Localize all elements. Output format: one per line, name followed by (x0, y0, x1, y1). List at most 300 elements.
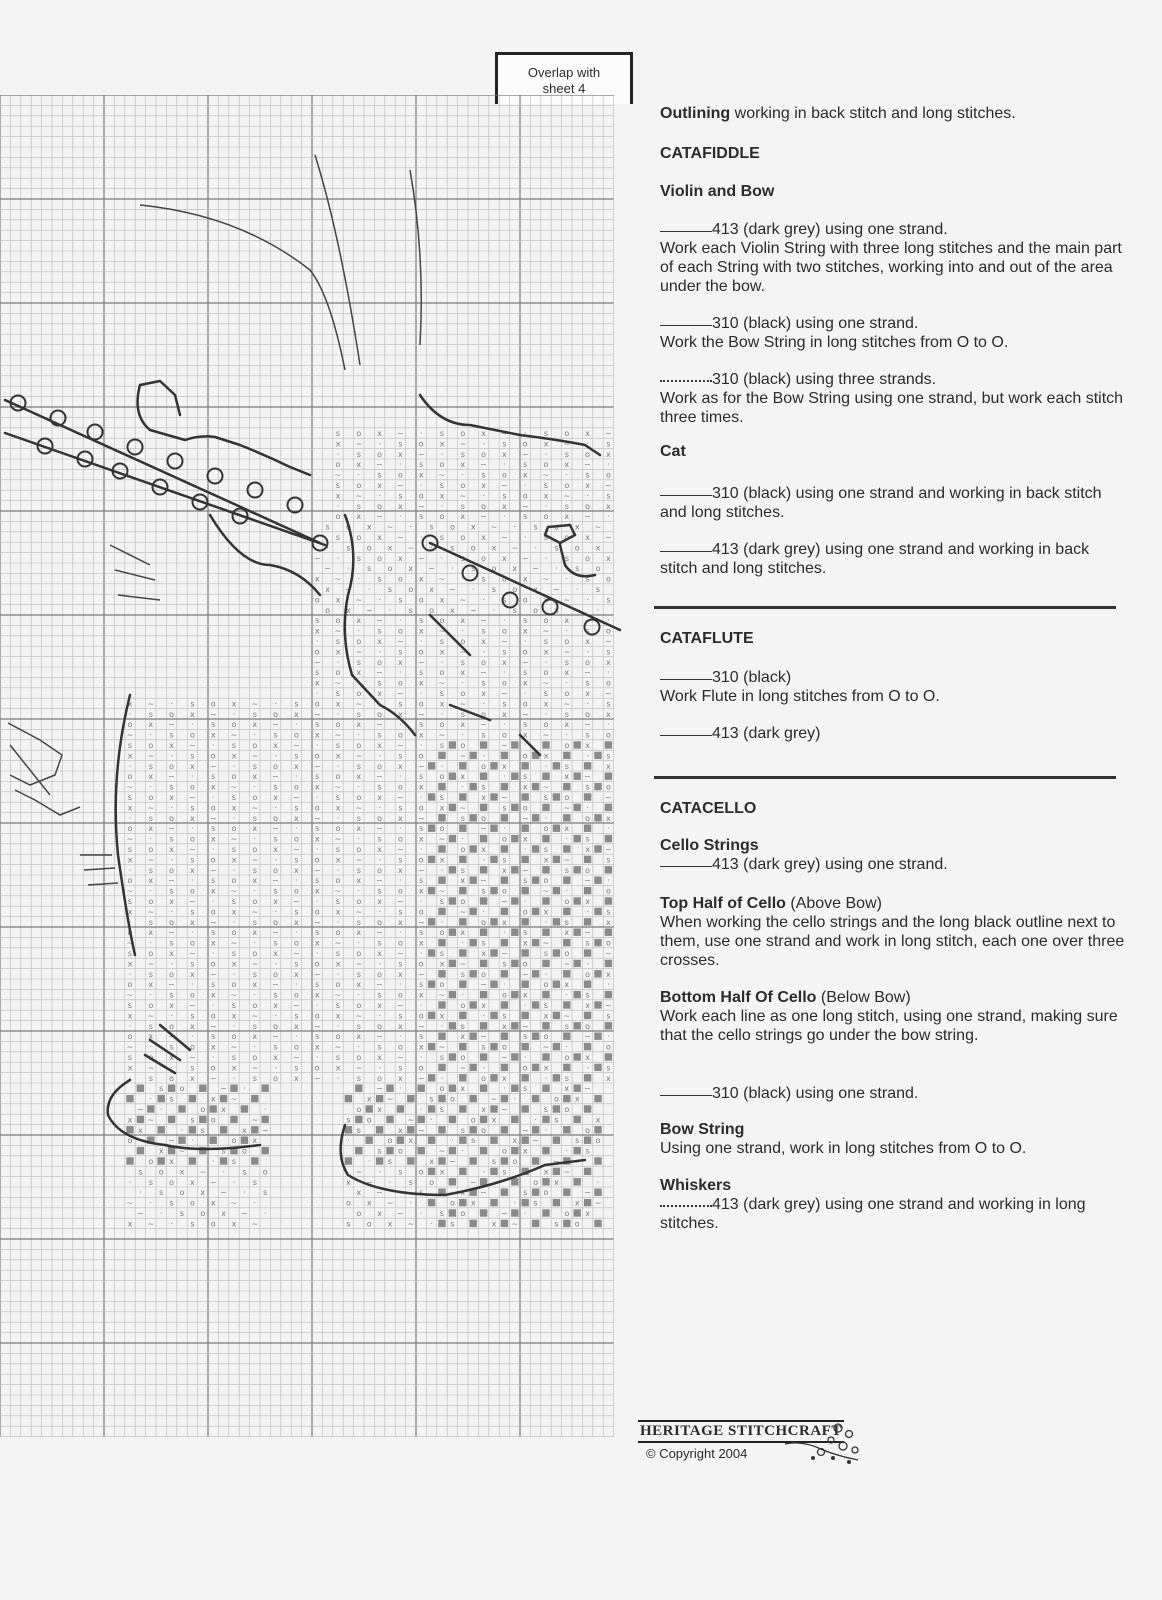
stitch-symbol: · (388, 605, 392, 615)
stitch-symbol: · (315, 1053, 319, 1062)
stitch-symbol (594, 939, 601, 946)
stitch-symbol: ~ (584, 876, 591, 886)
stitch-symbol: · (191, 1032, 194, 1042)
stitch-symbol: ~ (542, 938, 550, 948)
stitch-symbol: ~ (313, 709, 321, 719)
stitch-symbol: x (314, 1042, 320, 1052)
cat-heading: Cat (660, 443, 686, 460)
stitch-symbol: s (190, 959, 195, 969)
stitch-symbol: s (523, 772, 528, 782)
stitch-symbol (126, 1126, 133, 1133)
stitch-symbol: x (273, 1001, 278, 1010)
stitch-symbol (574, 897, 581, 904)
stitch-symbol: · (253, 1042, 257, 1052)
stitch-symbol: s (377, 470, 382, 480)
stitch-symbol: · (586, 491, 589, 501)
stitch-symbol: ~ (272, 824, 279, 834)
stitch-symbol: s (523, 1188, 528, 1198)
stitch-symbol (501, 908, 508, 915)
stitch-symbol: · (461, 938, 465, 948)
stitch-symbol: s (273, 834, 278, 844)
stitch-symbol: · (419, 429, 423, 438)
stitch-symbol: s (398, 595, 403, 605)
stitch-symbol (407, 1095, 414, 1102)
stitch-symbol: o (481, 761, 487, 771)
stitch-symbol (542, 897, 549, 904)
stitch-symbol: s (315, 980, 320, 990)
bottom-half-label: Bottom Half Of Cello (660, 989, 817, 1006)
stitch-symbol: · (378, 751, 381, 761)
stitch-symbol: o (481, 449, 487, 459)
stitch-symbol: o (148, 1053, 154, 1062)
stitch-symbol: x (335, 1011, 341, 1021)
stitch-symbol (428, 1199, 435, 1206)
stitch-symbol: x (356, 928, 362, 938)
stitch-symbol: o (501, 990, 507, 1000)
stitch-symbol (563, 1064, 570, 1071)
backstitch-key (660, 231, 712, 232)
stitch-symbol (438, 1126, 445, 1133)
stitch-symbol: x (221, 1209, 226, 1218)
stitch-symbol: ~ (438, 678, 446, 688)
cross-stitch-chart (0, 95, 625, 1450)
stitch-symbol: s (356, 813, 361, 823)
stitch-symbol: o (231, 1032, 237, 1042)
stitch-symbol: · (191, 928, 194, 938)
stitch-symbol: o (127, 1032, 133, 1042)
stitch-symbol: o (356, 845, 362, 854)
stitch-symbol: ~ (376, 1188, 383, 1198)
stitch-symbol: x (169, 1053, 174, 1062)
stitch-symbol: x (231, 1011, 237, 1021)
stitch-symbol: ~ (168, 720, 175, 730)
stitch-symbol: o (585, 1021, 591, 1031)
stitch-symbol (449, 929, 456, 936)
stitch-symbol (522, 949, 529, 956)
stitch-symbol: · (128, 969, 132, 979)
stitch-symbol: o (460, 845, 466, 854)
stitch-symbol (459, 1074, 466, 1081)
stitch-symbol (480, 1116, 487, 1123)
stitch-symbol (553, 918, 560, 925)
stitch-symbol: s (595, 585, 601, 594)
stitch-symbol: · (232, 1073, 236, 1083)
stitch-symbol: · (430, 543, 433, 553)
stitch-symbol: x (460, 1188, 466, 1198)
stitch-symbol: ~ (438, 1042, 446, 1052)
stitch-symbol (178, 1105, 185, 1112)
stitch-symbol (397, 1137, 404, 1144)
stitch-symbol: ~ (126, 730, 134, 740)
stitch-symbol (438, 1001, 445, 1008)
stitch-symbol: o (460, 689, 466, 698)
stitch-symbol: ~ (397, 481, 404, 490)
stitch-symbol (449, 1147, 456, 1154)
stitch-symbol: x (366, 1094, 372, 1104)
stitch-symbol: x (252, 980, 258, 990)
stitch-symbol: s (606, 595, 611, 605)
stitch-symbol: s (294, 803, 299, 813)
stitch-symbol: s (252, 917, 257, 927)
stitch-symbol: x (564, 824, 570, 834)
stitch-symbol: o (335, 1032, 341, 1042)
stitch-symbol (428, 1012, 435, 1019)
stitch-symbol: ~ (397, 1001, 404, 1010)
stitch-symbol: s (429, 522, 434, 532)
stitch-symbol: x (564, 460, 570, 470)
stitch-symbol: s (533, 1198, 538, 1208)
stitch-symbol: o (356, 637, 362, 646)
stitch-symbol: ~ (355, 907, 363, 917)
stitch-symbol: x (564, 512, 570, 522)
stitch-symbol: s (252, 1177, 257, 1187)
stitch-symbol: o (314, 855, 320, 865)
stitch-symbol: ~ (605, 533, 612, 542)
stitch-symbol: · (544, 969, 548, 979)
stitch-symbol: x (356, 1188, 362, 1198)
thread-text: 413 (dark grey) using one strand. (712, 856, 948, 873)
stitch-symbol (490, 762, 497, 769)
stitch-symbol: o (501, 678, 507, 688)
stitch-symbol: o (397, 886, 403, 896)
stitch-symbol: ~ (397, 533, 404, 542)
stitch-symbol: o (439, 616, 445, 626)
stitch-symbol: s (398, 439, 403, 449)
stitch-symbol: · (440, 449, 444, 459)
stitch-symbol: ~ (480, 824, 487, 834)
bow-string-note: Using one strand, work in long stitches from O to O. (660, 1140, 1027, 1157)
stitch-symbol: o (397, 834, 403, 844)
stitch-symbol: o (293, 1042, 299, 1052)
cat-thread-310 (660, 484, 1130, 522)
stitch-symbol: o (252, 741, 258, 750)
stitch-symbol (605, 897, 612, 904)
stitch-symbol: s (273, 782, 278, 792)
stitch-symbol (376, 1126, 383, 1133)
stitch-symbol (563, 752, 570, 759)
stitch-symbol: · (607, 1032, 610, 1042)
stitch-symbol: · (378, 855, 381, 865)
stitch-symbol: o (335, 876, 341, 886)
outlining-text: working in back stitch and long stitches. (730, 105, 1016, 122)
stitch-symbol: x (210, 1042, 216, 1052)
stitch-symbol: · (357, 1042, 361, 1052)
stitch-symbol: s (398, 1167, 403, 1177)
stitch-symbol: s (439, 741, 445, 750)
stitch-symbol: · (211, 845, 215, 854)
stitch-symbol: o (273, 865, 279, 875)
stitch-symbol (480, 1053, 487, 1060)
stitch-symbol: x (606, 761, 611, 771)
stitch-symbol: ~ (417, 709, 425, 719)
stitch-symbol (563, 1033, 570, 1040)
stitch-symbol: ~ (147, 855, 155, 865)
stitch-symbol (584, 1043, 591, 1050)
stitch-symbol (553, 762, 560, 769)
stitch-symbol (480, 1209, 487, 1216)
stitch-symbol (480, 804, 487, 811)
stitch-symbol: s (346, 543, 351, 553)
stitch-symbol: s (471, 1136, 476, 1146)
stitch-symbol: · (378, 439, 381, 449)
stitch-symbol (251, 1095, 258, 1102)
stitch-symbol: s (356, 449, 361, 459)
stitch-symbol: s (263, 1188, 268, 1198)
stitch-symbol (428, 762, 435, 769)
stitch-symbol: ~ (355, 491, 363, 501)
stitch-symbol: o (501, 470, 507, 480)
stitch-symbol: o (366, 1219, 372, 1229)
stitch-symbol: ~ (376, 616, 383, 626)
stitch-symbol: x (491, 543, 497, 553)
stitch-symbol: ~ (251, 803, 259, 813)
stitch-symbol: ~ (334, 990, 342, 1000)
stitch-symbol: · (607, 668, 610, 678)
stitch-symbol (594, 970, 601, 977)
stitch-symbol: ~ (501, 689, 508, 698)
stitch-symbol: ~ (334, 938, 342, 948)
stitch-symbol (574, 1209, 581, 1216)
stitch-symbol: x (418, 470, 424, 480)
stitch-symbol (511, 1022, 518, 1029)
stitch-symbol: · (128, 917, 132, 927)
stitch-symbol: s (252, 865, 257, 875)
stitch-symbol: o (314, 595, 320, 605)
stitch-symbol: x (481, 481, 486, 490)
stitch-symbol: ~ (594, 522, 602, 532)
stitch-symbol: ~ (251, 855, 259, 865)
stitch-symbol: · (503, 512, 506, 522)
stitch-symbol: ~ (168, 824, 175, 834)
stitch-symbol: s (315, 668, 320, 678)
stitch-symbol (459, 856, 466, 863)
stitch-symbol: x (210, 886, 216, 896)
stitch-symbol: s (419, 1188, 424, 1198)
stitch-symbol: · (419, 1001, 423, 1010)
stitch-symbol: s (377, 574, 382, 584)
stitch-symbol: s (585, 990, 590, 1000)
stitch-symbol: · (232, 1021, 236, 1031)
stitch-symbol (220, 1095, 227, 1102)
stitch-symbol: · (191, 876, 194, 886)
stitch-symbol: s (585, 678, 590, 688)
stitch-symbol: x (314, 990, 320, 1000)
stitch-symbol: o (460, 533, 466, 542)
stitch-symbol: s (148, 1177, 153, 1187)
stitch-symbol: · (523, 845, 527, 854)
stitch-symbol (584, 793, 591, 800)
stitch-symbol: o (273, 969, 279, 979)
stitch-symbol (428, 887, 435, 894)
stitch-symbol: x (522, 730, 528, 740)
stitch-symbol: ~ (438, 886, 446, 896)
stitch-symbol: x (314, 574, 320, 584)
stitch-symbol (511, 835, 518, 842)
stitch-symbol: ~ (272, 980, 279, 990)
stitch-symbol (501, 1220, 508, 1227)
stitch-symbol: s (606, 491, 611, 501)
stitch-symbol: o (169, 865, 175, 875)
stitch-symbol: s (564, 501, 569, 511)
stitch-symbol: s (575, 564, 580, 574)
stitch-symbol: · (295, 876, 298, 886)
stitch-symbol: ~ (355, 751, 363, 761)
stitch-symbol: o (314, 751, 320, 761)
stitch-symbol: · (440, 553, 444, 563)
stitch-symbol (490, 793, 497, 800)
stitch-symbol (449, 1209, 456, 1216)
stitch-symbol (428, 949, 435, 956)
stitch-symbol: s (190, 751, 195, 761)
stitch-symbol (511, 1116, 518, 1123)
stitch-symbol: · (211, 1157, 215, 1166)
stitch-symbol: o (533, 1177, 539, 1187)
stitch-symbol: x (460, 772, 466, 782)
stitch-symbol (449, 1116, 456, 1123)
stitch-symbol: · (253, 782, 257, 792)
stitch-symbol: ~ (313, 553, 321, 563)
stitch-symbol: · (534, 543, 537, 553)
outlining-label: Outlining (660, 105, 731, 122)
stitch-symbol (511, 1209, 518, 1216)
stitch-symbol: x (522, 782, 528, 792)
stitch-symbol (449, 991, 456, 998)
stitch-symbol: ~ (251, 1219, 259, 1229)
stitch-symbol: s (523, 876, 528, 886)
stitch-symbol: o (543, 616, 549, 626)
stitch-symbol (490, 856, 497, 863)
stitch-symbol: x (377, 429, 382, 438)
stitch-symbol: ~ (293, 741, 300, 750)
stitch-symbol: s (502, 647, 507, 657)
stitch-symbol: · (388, 1177, 392, 1187)
stitch-symbol: ~ (126, 1042, 134, 1052)
stitch-symbol: o (595, 564, 601, 574)
stitch-symbol: s (231, 949, 237, 958)
stitch-symbol: s (419, 1032, 424, 1042)
stitch-symbol: o (189, 730, 195, 740)
stitch-symbol: · (399, 1188, 402, 1198)
stitch-symbol: · (440, 1073, 444, 1083)
stitch-symbol: ~ (386, 1198, 394, 1208)
stitch-symbol (605, 991, 612, 998)
stitch-symbol (501, 1189, 508, 1196)
stitch-symbol: s (335, 533, 341, 542)
stitch-symbol: x (314, 886, 320, 896)
stitch-symbol: s (419, 980, 424, 990)
stitch-symbol: s (148, 709, 153, 719)
stitch-symbol: ~ (251, 751, 259, 761)
stitch-symbol: s (127, 1001, 133, 1010)
stitch-symbol (501, 1095, 508, 1102)
stitch-symbol: x (210, 782, 216, 792)
stitch-symbol: x (294, 1073, 299, 1083)
stitch-symbol: o (491, 564, 497, 574)
stitch-symbol: ~ (542, 782, 550, 792)
stitch-symbol (470, 1001, 477, 1008)
stitch-symbol (449, 1178, 456, 1185)
stitch-symbol: · (419, 1053, 423, 1062)
stitch-symbol: x (418, 678, 424, 688)
stitch-symbol (480, 1147, 487, 1154)
stitch-symbol: x (148, 720, 154, 730)
stitch-symbol: s (398, 699, 403, 709)
stitch-symbol: · (274, 751, 277, 761)
stitch-symbol: ~ (293, 1001, 300, 1010)
stitch-symbol: ~ (397, 845, 404, 854)
stitch-symbol: · (482, 1011, 485, 1021)
stitch-symbol: ~ (397, 689, 404, 698)
stitch-symbol: x (564, 668, 570, 678)
thread-text: 413 (dark grey) using one strand and working in long stitches. (660, 1196, 1086, 1232)
stitch-symbol: s (398, 647, 403, 657)
stitch-symbol: ~ (355, 803, 363, 813)
stitch-symbol (563, 1189, 570, 1196)
stitch-symbol: ~ (501, 637, 508, 646)
stitch-symbol (480, 960, 487, 967)
stitch-symbol: x (190, 761, 195, 771)
stitch-symbol: ~ (126, 886, 134, 896)
stitch-symbol: · (170, 751, 173, 761)
stitch-symbol (438, 970, 445, 977)
stitch-symbol: x (585, 897, 590, 906)
stitch-symbol: s (502, 855, 507, 865)
stitch-symbol: x (398, 501, 403, 511)
stitch-symbol: o (470, 543, 476, 553)
stitch-symbol: x (481, 637, 486, 646)
stitch-symbol: · (315, 793, 319, 802)
stitch-symbol: s (169, 990, 174, 1000)
stitch-symbol: · (586, 699, 589, 709)
stitch-symbol (522, 981, 529, 988)
stitch-symbol: o (418, 647, 424, 657)
stitch-symbol: o (429, 1177, 435, 1187)
stitch-symbol: s (543, 429, 549, 438)
stitch-symbol: s (377, 730, 382, 740)
stitch-symbol: s (377, 886, 382, 896)
stitch-symbol: · (565, 886, 569, 896)
stitch-symbol (542, 991, 549, 998)
stitch-symbol (594, 877, 601, 884)
stitch-symbol: · (544, 1125, 548, 1135)
stitch-symbol (553, 1012, 560, 1019)
stitch-symbol: o (397, 782, 403, 792)
stitch-symbol: ~ (417, 917, 425, 927)
stitch-symbol: o (418, 1063, 424, 1073)
stitch-symbol: ~ (563, 699, 571, 709)
stitch-symbol (594, 1095, 601, 1102)
stitch-symbol: s (211, 720, 216, 730)
stitch-symbol: s (606, 439, 611, 449)
stitch-symbol: s (523, 668, 528, 678)
stitch-symbol (584, 981, 591, 988)
stitch-symbol: ~ (376, 824, 383, 834)
stitch-symbol: x (564, 928, 570, 938)
stitch-symbol (470, 1033, 477, 1040)
stitch-symbol: ~ (189, 1001, 196, 1010)
stitch-symbol: · (170, 959, 173, 969)
stitch-symbol: o (439, 720, 445, 730)
stitch-symbol (532, 877, 539, 884)
stitch-symbol (511, 897, 518, 904)
stitch-symbol: ~ (251, 1115, 259, 1125)
stitch-symbol: s (211, 824, 216, 834)
stitch-symbol: o (377, 917, 383, 927)
stitch-symbol: x (148, 980, 154, 990)
stitch-symbol: s (398, 751, 403, 761)
stitch-symbol: o (564, 741, 570, 750)
stitch-symbol: x (450, 605, 455, 615)
